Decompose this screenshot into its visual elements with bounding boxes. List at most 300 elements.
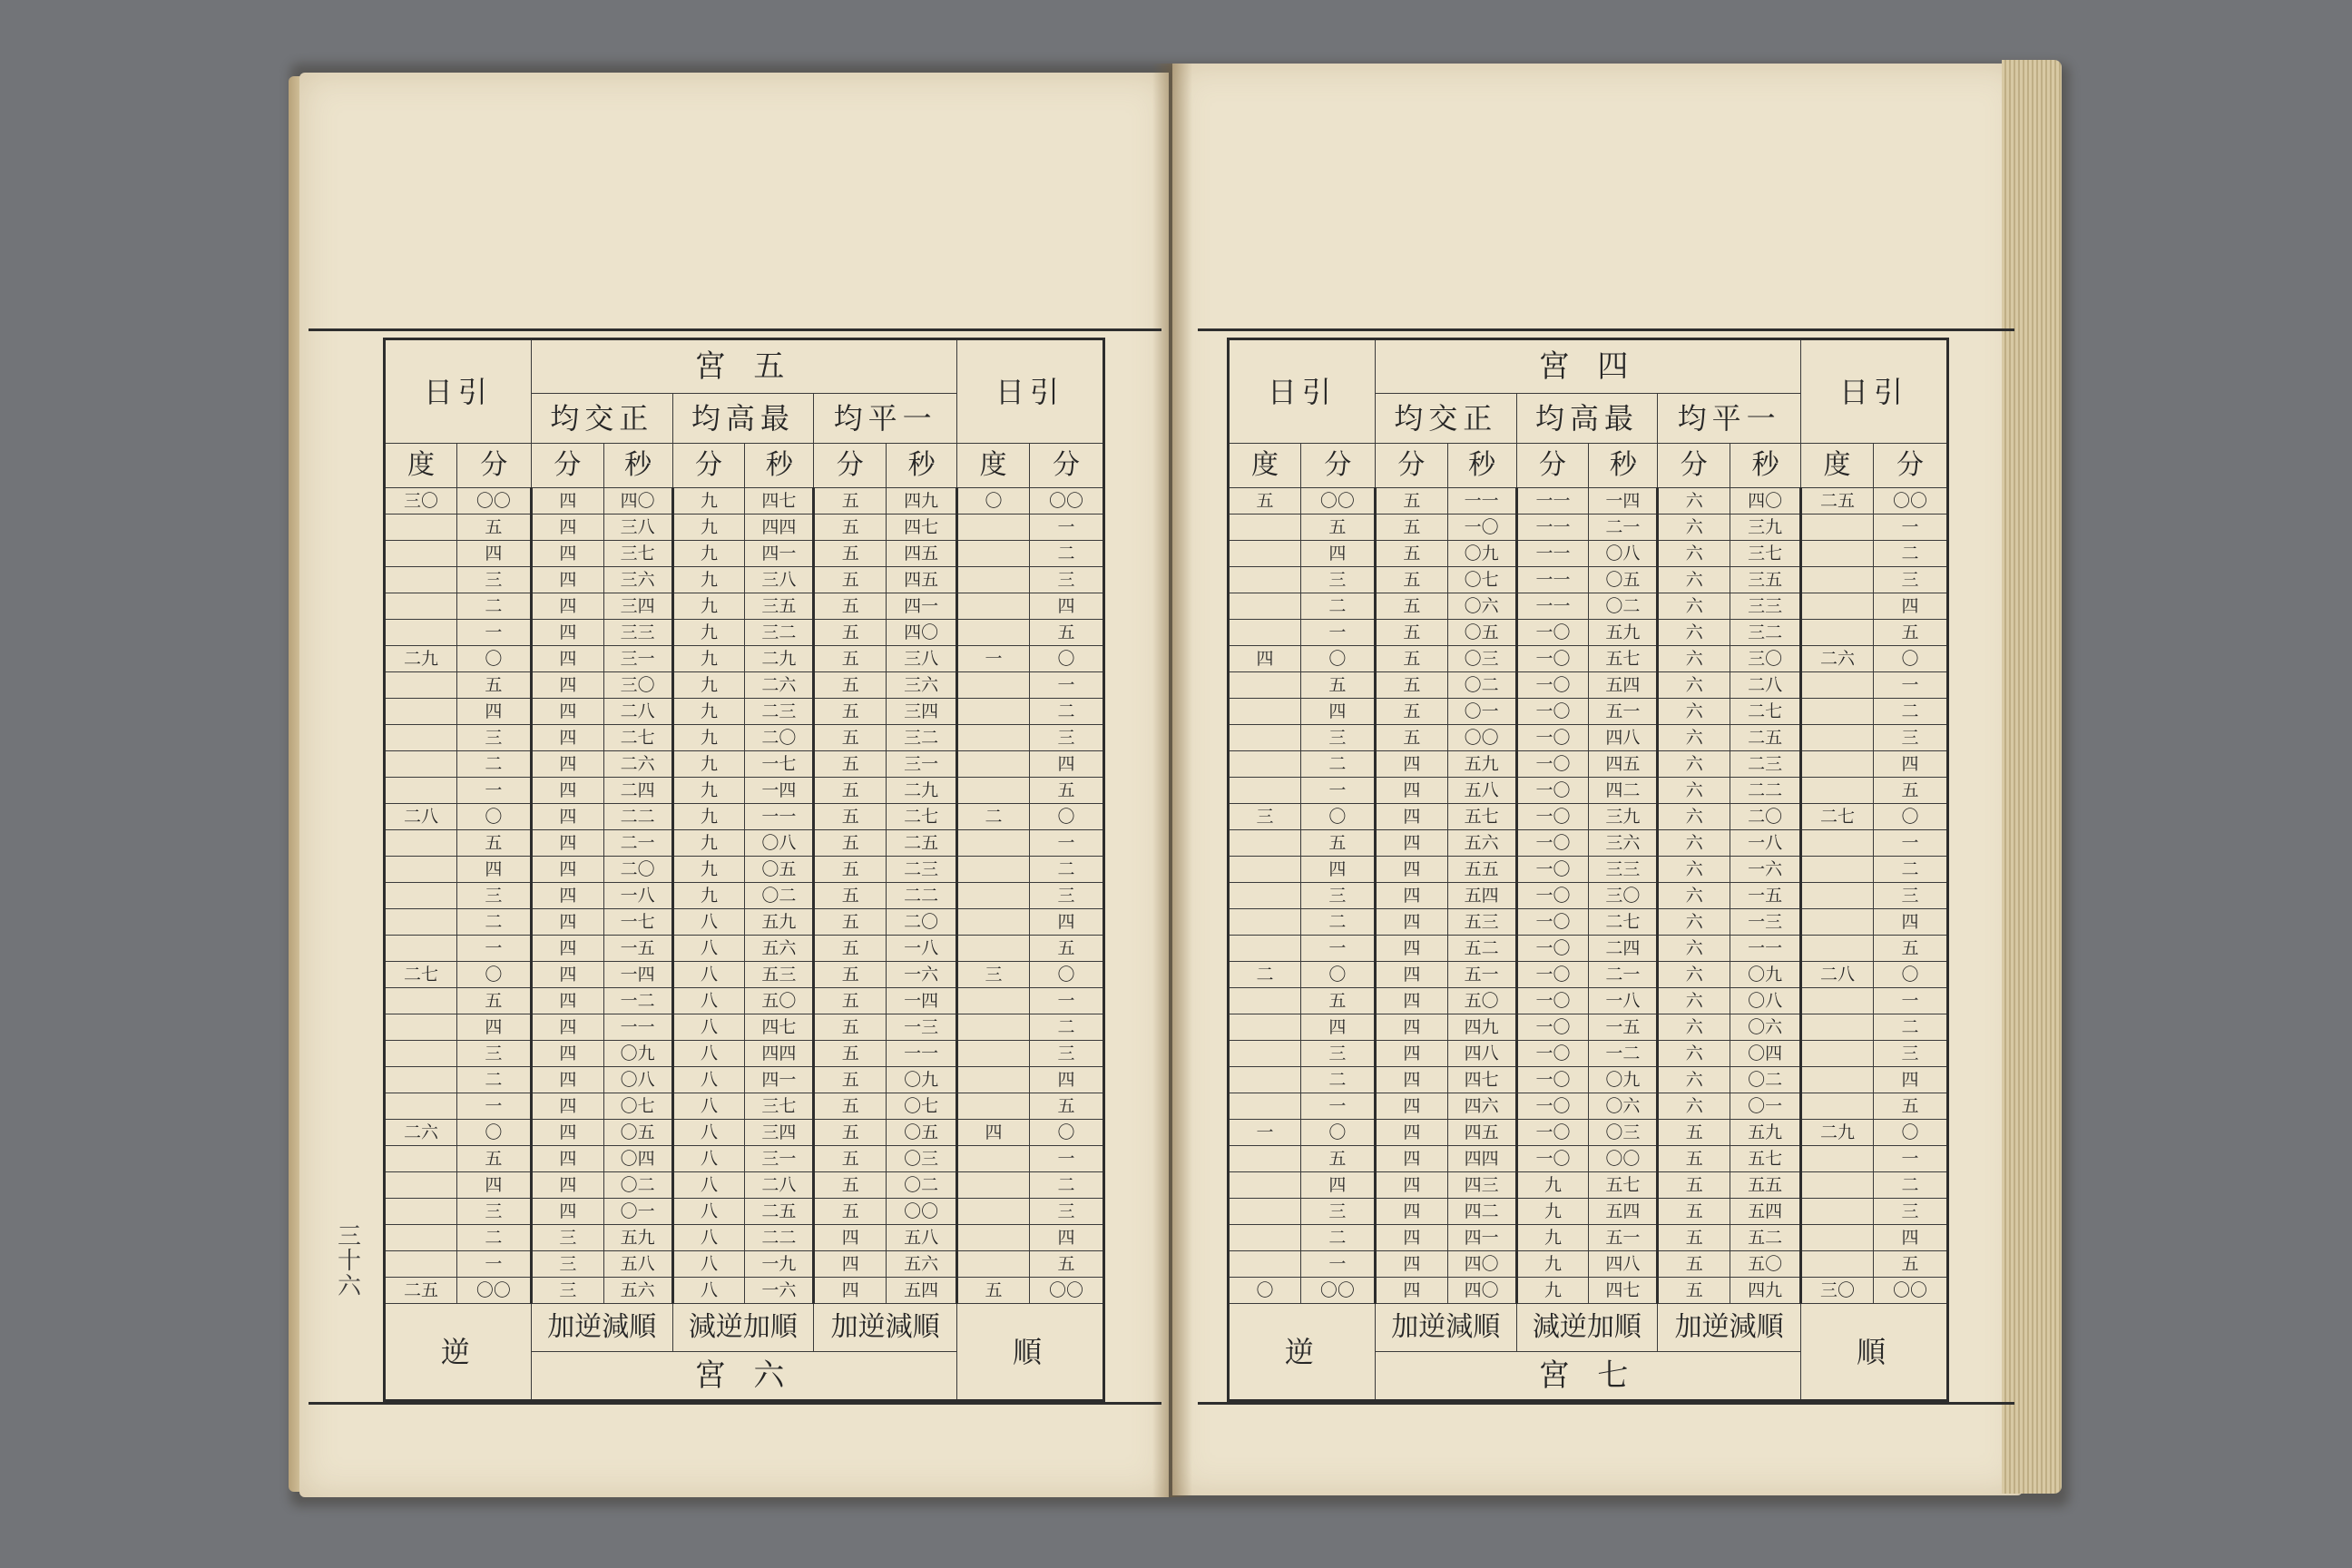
- table-cell: 〇八: [745, 830, 814, 857]
- table-cell: 五: [1029, 1251, 1103, 1278]
- table-cell: [1229, 857, 1301, 883]
- right-col-arg-head: 日引: [957, 339, 1104, 444]
- table-cell: 一: [1300, 1093, 1375, 1120]
- table-cell: 五三: [1447, 909, 1516, 936]
- table-cell: 五: [814, 1067, 887, 1093]
- table-cell: 六: [1658, 1041, 1730, 1067]
- table-cell: 六: [1658, 1014, 1730, 1041]
- unit-cell: 分: [531, 444, 603, 488]
- table-cell: 六: [1658, 1067, 1730, 1093]
- table-cell: 五: [456, 830, 531, 857]
- table-row: [1229, 1199, 1948, 1225]
- table-cell: 三六: [603, 567, 672, 593]
- table-cell: 六: [1658, 751, 1730, 778]
- table-row: [1229, 988, 1948, 1014]
- table-cell: 一一: [603, 1014, 672, 1041]
- table-cell: [385, 1199, 457, 1225]
- table-cell: 二七: [887, 804, 957, 830]
- footer-col-1: 加逆減順: [531, 1304, 672, 1352]
- table-cell: 四七: [745, 488, 814, 514]
- table-cell: [1801, 1146, 1874, 1172]
- table-cell: 五七: [1447, 804, 1516, 830]
- table-cell: 五〇: [745, 988, 814, 1014]
- table-cell: [957, 936, 1030, 962]
- table-cell: 二〇: [1730, 804, 1801, 830]
- table-cell: 一: [1029, 988, 1103, 1014]
- right-footer-sign: 宮 七: [1375, 1352, 1800, 1401]
- table-cell: 四: [531, 672, 603, 699]
- table-cell: 五一: [1589, 1225, 1658, 1251]
- table-cell: 一: [1300, 620, 1375, 646]
- table-cell: 五: [1375, 620, 1447, 646]
- unit-cell: 分: [1300, 444, 1375, 488]
- table-cell: 四: [1375, 962, 1447, 988]
- table-cell: [1229, 909, 1301, 936]
- table-cell: 四: [531, 1146, 603, 1172]
- table-cell: 五: [1375, 672, 1447, 699]
- table-cell: 〇五: [887, 1120, 957, 1146]
- table-cell: 〇: [1300, 804, 1375, 830]
- table-cell: 四: [1375, 1225, 1447, 1251]
- table-cell: 四: [814, 1278, 887, 1304]
- table-cell: 三: [1300, 567, 1375, 593]
- unit-cell: 度: [1229, 444, 1301, 488]
- table-cell: 九: [672, 488, 745, 514]
- left-table: [383, 338, 1105, 1402]
- unit-cell: 度: [385, 444, 457, 488]
- table-cell: 二: [1029, 857, 1103, 883]
- table-cell: 四〇: [1447, 1278, 1516, 1304]
- table-cell: 一: [1300, 936, 1375, 962]
- table-cell: 〇: [957, 488, 1030, 514]
- table-cell: 五: [814, 1120, 887, 1146]
- unit-cell: 秒: [1447, 444, 1516, 488]
- table-row: [385, 936, 1104, 962]
- table-cell: 四: [1229, 646, 1301, 672]
- table-cell: 一〇: [1516, 699, 1589, 725]
- table-cell: 二八: [745, 1172, 814, 1199]
- table-cell: 三六: [887, 672, 957, 699]
- table-cell: [1229, 567, 1301, 593]
- table-cell: [1229, 1225, 1301, 1251]
- table-cell: [1229, 988, 1301, 1014]
- table-cell: 五九: [1730, 1120, 1801, 1146]
- table-cell: [957, 909, 1030, 936]
- table-cell: 九: [672, 751, 745, 778]
- table-cell: 九: [672, 883, 745, 909]
- table-cell: 五一: [1447, 962, 1516, 988]
- table-cell: 八: [672, 1225, 745, 1251]
- table-cell: 〇二: [1730, 1067, 1801, 1093]
- table-cell: 一〇: [1516, 751, 1589, 778]
- table-cell: 四: [456, 699, 531, 725]
- table-cell: 四二: [1589, 778, 1658, 804]
- table-cell: 五二: [1447, 936, 1516, 962]
- table-cell: [1801, 857, 1874, 883]
- table-row: [385, 541, 1104, 567]
- table-cell: 五五: [1730, 1172, 1801, 1199]
- table-cell: 四一: [745, 1067, 814, 1093]
- table-cell: 五: [1658, 1278, 1730, 1304]
- table-cell: 五: [814, 1093, 887, 1120]
- table-cell: 一: [1873, 514, 1947, 541]
- table-row: [1229, 514, 1948, 541]
- table-cell: 三一: [603, 646, 672, 672]
- table-cell: 一一: [1516, 488, 1589, 514]
- left-footer-arg: 逆: [1229, 1304, 1376, 1401]
- table-cell: [385, 1251, 457, 1278]
- table-cell: 一六: [745, 1278, 814, 1304]
- table-row: [1229, 725, 1948, 751]
- table-cell: 五四: [1730, 1199, 1801, 1225]
- table-cell: 〇: [456, 646, 531, 672]
- left-table-body: [385, 488, 1104, 1304]
- table-cell: 三〇: [1589, 883, 1658, 909]
- table-cell: 一: [456, 620, 531, 646]
- table-cell: 四: [531, 699, 603, 725]
- table-cell: 三: [957, 962, 1030, 988]
- table-row: [385, 909, 1104, 936]
- table-cell: 九: [1516, 1199, 1589, 1225]
- table-cell: 一二: [603, 988, 672, 1014]
- table-cell: 一一: [1447, 488, 1516, 514]
- table-cell: 四: [531, 1093, 603, 1120]
- table-cell: 一〇: [1447, 514, 1516, 541]
- table-cell: 五: [814, 883, 887, 909]
- table-cell: 二七: [1589, 909, 1658, 936]
- table-cell: 〇九: [1589, 1067, 1658, 1093]
- table-cell: [1801, 883, 1874, 909]
- table-cell: [385, 1067, 457, 1093]
- table-cell: 三: [1873, 567, 1947, 593]
- table-cell: 〇一: [603, 1199, 672, 1225]
- table-cell: 五: [1375, 488, 1447, 514]
- table-cell: 三: [1873, 1041, 1947, 1067]
- left-frame-top-line: [309, 328, 1161, 331]
- table-cell: 五: [1873, 620, 1947, 646]
- table-cell: 五九: [1589, 620, 1658, 646]
- table-cell: 一〇: [1516, 646, 1589, 672]
- table-cell: 一: [456, 778, 531, 804]
- table-row: [1229, 699, 1948, 725]
- table-cell: 一: [1029, 672, 1103, 699]
- table-cell: 五: [814, 988, 887, 1014]
- table-cell: 一八: [1589, 988, 1658, 1014]
- table-cell: 一〇: [1516, 962, 1589, 988]
- table-cell: [385, 1041, 457, 1067]
- table-cell: 五: [814, 751, 887, 778]
- table-row: [385, 830, 1104, 857]
- table-cell: 一四: [603, 962, 672, 988]
- table-cell: 八: [672, 1067, 745, 1093]
- table-row: [1229, 1251, 1948, 1278]
- table-cell: 二八: [1730, 672, 1801, 699]
- table-cell: 八: [672, 1278, 745, 1304]
- table-cell: 六: [1658, 778, 1730, 804]
- table-cell: [957, 672, 1030, 699]
- right-table: [1227, 338, 1949, 1402]
- table-cell: 四〇: [1447, 1251, 1516, 1278]
- table-row: [385, 751, 1104, 778]
- table-cell: 二七: [1801, 804, 1874, 830]
- table-cell: 〇九: [603, 1041, 672, 1067]
- table-cell: 四〇: [887, 620, 957, 646]
- table-cell: 四: [1300, 541, 1375, 567]
- table-cell: 一〇: [1516, 830, 1589, 857]
- table-cell: 〇〇: [1873, 488, 1947, 514]
- table-cell: 〇二: [745, 883, 814, 909]
- table-row: [385, 1146, 1104, 1172]
- table-cell: 五: [814, 620, 887, 646]
- table-cell: 五三: [745, 962, 814, 988]
- table-cell: 一〇: [1516, 883, 1589, 909]
- unit-cell: 秒: [603, 444, 672, 488]
- table-cell: [1229, 830, 1301, 857]
- table-cell: 五四: [1447, 883, 1516, 909]
- table-cell: 二: [1229, 962, 1301, 988]
- table-cell: 四〇: [603, 488, 672, 514]
- table-cell: 四八: [1589, 1251, 1658, 1278]
- table-cell: 五: [456, 1146, 531, 1172]
- table-cell: 二〇: [887, 909, 957, 936]
- table-cell: 四: [1375, 1251, 1447, 1278]
- table-cell: 一〇: [1516, 620, 1589, 646]
- table-cell: [1801, 620, 1874, 646]
- table-cell: 五: [1300, 672, 1375, 699]
- table-row: [385, 778, 1104, 804]
- table-cell: 三: [1029, 1199, 1103, 1225]
- table-cell: 三三: [603, 620, 672, 646]
- table-cell: 四: [531, 1120, 603, 1146]
- table-cell: 〇〇: [887, 1199, 957, 1225]
- table-cell: 四九: [1447, 1014, 1516, 1041]
- table-cell: 九: [1516, 1278, 1589, 1304]
- table-cell: 〇: [1873, 1120, 1947, 1146]
- table-row: [385, 593, 1104, 620]
- table-cell: 〇九: [1447, 541, 1516, 567]
- col-head-2: 均高最: [672, 394, 814, 444]
- table-cell: 四: [531, 883, 603, 909]
- table-cell: 五八: [1447, 778, 1516, 804]
- table-cell: 三一: [887, 751, 957, 778]
- table-cell: 一六: [1730, 857, 1801, 883]
- table-cell: 〇五: [1447, 620, 1516, 646]
- table-cell: 五: [957, 1278, 1030, 1304]
- table-row: [385, 804, 1104, 830]
- table-cell: 一二: [1589, 1041, 1658, 1067]
- table-cell: 四: [531, 1041, 603, 1067]
- table-cell: 四三: [1447, 1172, 1516, 1199]
- table-row: [385, 646, 1104, 672]
- table-cell: 一一: [887, 1041, 957, 1067]
- right-footer-arg: 順: [1801, 1304, 1948, 1401]
- table-cell: 四: [531, 488, 603, 514]
- table-cell: 四: [531, 1067, 603, 1093]
- table-cell: 〇六: [1447, 593, 1516, 620]
- table-cell: 三二: [1730, 620, 1801, 646]
- table-row: [1229, 1093, 1948, 1120]
- table-cell: [957, 1225, 1030, 1251]
- table-cell: 九: [672, 541, 745, 567]
- table-cell: 三: [1873, 1199, 1947, 1225]
- table-cell: 八: [672, 1093, 745, 1120]
- right-footer-arg: 順: [957, 1304, 1104, 1401]
- table-cell: 〇三: [887, 1146, 957, 1172]
- table-cell: 二六: [385, 1120, 457, 1146]
- table-row: [385, 1041, 1104, 1067]
- table-cell: 一〇: [1516, 909, 1589, 936]
- col-head-1: 均交正: [1375, 394, 1516, 444]
- table-cell: 二五: [1730, 725, 1801, 751]
- table-cell: 〇〇: [1589, 1146, 1658, 1172]
- table-cell: 〇九: [1730, 962, 1801, 988]
- table-cell: 二一: [1589, 962, 1658, 988]
- unit-cell: 分: [1873, 444, 1947, 488]
- table-cell: [1801, 830, 1874, 857]
- table-cell: 一〇: [1516, 804, 1589, 830]
- table-cell: 五: [814, 909, 887, 936]
- table-cell: 四七: [1447, 1067, 1516, 1093]
- left-footer-arg: 逆: [385, 1304, 532, 1401]
- table-cell: [1801, 514, 1874, 541]
- table-row: [385, 1199, 1104, 1225]
- table-cell: 三: [1300, 883, 1375, 909]
- table-cell: 三: [1029, 725, 1103, 751]
- table-cell: 八: [672, 909, 745, 936]
- table-row: [385, 1172, 1104, 1199]
- table-cell: 五九: [603, 1225, 672, 1251]
- table-cell: 〇二: [603, 1172, 672, 1199]
- table-cell: 五四: [1589, 1199, 1658, 1225]
- table-cell: [957, 1172, 1030, 1199]
- table-cell: 三: [1229, 804, 1301, 830]
- table-cell: 一〇: [1516, 1146, 1589, 1172]
- right-sign-head: 宮 四: [1375, 339, 1800, 394]
- table-cell: 〇: [1873, 804, 1947, 830]
- table-cell: [957, 593, 1030, 620]
- table-cell: 二四: [603, 778, 672, 804]
- table-cell: [1229, 593, 1301, 620]
- table-cell: 〇四: [1730, 1041, 1801, 1067]
- table-cell: [385, 672, 457, 699]
- table-cell: 一四: [745, 778, 814, 804]
- table-cell: 〇: [1029, 1120, 1103, 1146]
- table-cell: [1801, 936, 1874, 962]
- right-frame-top-line: [1198, 328, 2014, 331]
- table-cell: 四: [456, 1014, 531, 1041]
- table-cell: 二〇: [603, 857, 672, 883]
- table-cell: 〇五: [745, 857, 814, 883]
- table-cell: 六: [1658, 936, 1730, 962]
- table-cell: [1801, 541, 1874, 567]
- table-row: [1229, 1041, 1948, 1067]
- table-cell: 三八: [603, 514, 672, 541]
- table-cell: [957, 1014, 1030, 1041]
- table-cell: 一〇: [1516, 1093, 1589, 1120]
- table-cell: [957, 1093, 1030, 1120]
- table-cell: 二: [1873, 699, 1947, 725]
- table-cell: [385, 778, 457, 804]
- table-cell: [1229, 1199, 1301, 1225]
- table-cell: 九: [1516, 1172, 1589, 1199]
- table-cell: 四七: [745, 1014, 814, 1041]
- table-cell: 五: [1375, 646, 1447, 672]
- table-cell: 一〇: [1516, 1067, 1589, 1093]
- table-cell: 四五: [1447, 1120, 1516, 1146]
- table-cell: 二八: [603, 699, 672, 725]
- table-cell: [1801, 751, 1874, 778]
- table-cell: 〇七: [603, 1093, 672, 1120]
- table-cell: 三七: [745, 1093, 814, 1120]
- table-cell: 〇〇: [1029, 1278, 1103, 1304]
- table-cell: 五: [1300, 514, 1375, 541]
- table-cell: 四: [1375, 936, 1447, 962]
- table-cell: [385, 936, 457, 962]
- table-cell: 四: [1300, 699, 1375, 725]
- table-cell: 四: [1375, 988, 1447, 1014]
- table-cell: 五: [814, 725, 887, 751]
- table-cell: 四: [1375, 1067, 1447, 1093]
- left-frame-bottom-line: [309, 1402, 1161, 1405]
- table-cell: 〇八: [1589, 541, 1658, 567]
- table-cell: 一八: [887, 936, 957, 962]
- table-cell: [957, 620, 1030, 646]
- table-row: [1229, 909, 1948, 936]
- table-cell: 五: [814, 514, 887, 541]
- table-cell: 四八: [1589, 725, 1658, 751]
- table-cell: 八: [672, 988, 745, 1014]
- table-row: [385, 1120, 1104, 1146]
- table-cell: 〇〇: [1300, 488, 1375, 514]
- table-cell: 四九: [887, 488, 957, 514]
- table-row: [1229, 883, 1948, 909]
- table-cell: 九: [672, 857, 745, 883]
- table-cell: 五: [814, 593, 887, 620]
- table-cell: 九: [672, 514, 745, 541]
- table-cell: 五: [814, 541, 887, 567]
- table-row: [385, 672, 1104, 699]
- table-cell: 五: [1873, 1093, 1947, 1120]
- table-cell: 三一: [745, 1146, 814, 1172]
- table-cell: 五七: [1589, 646, 1658, 672]
- table-cell: 二: [1300, 593, 1375, 620]
- table-cell: [1801, 1225, 1874, 1251]
- table-cell: 四: [1375, 909, 1447, 936]
- table-cell: 三: [531, 1251, 603, 1278]
- table-row: [1229, 488, 1948, 514]
- table-cell: 〇〇: [1873, 1278, 1947, 1304]
- table-cell: 六: [1658, 883, 1730, 909]
- table-row: [1229, 936, 1948, 962]
- table-cell: 一: [1873, 1146, 1947, 1172]
- table-cell: 一: [1300, 778, 1375, 804]
- table-cell: 五: [1873, 778, 1947, 804]
- table-cell: 四: [531, 541, 603, 567]
- table-row: [385, 883, 1104, 909]
- table-cell: 五: [1658, 1199, 1730, 1225]
- table-cell: 四: [1375, 1199, 1447, 1225]
- table-cell: 四: [1375, 1278, 1447, 1304]
- table-cell: 二: [1300, 751, 1375, 778]
- table-cell: 二: [1873, 1172, 1947, 1199]
- table-cell: 一一: [1516, 567, 1589, 593]
- table-cell: 四: [531, 857, 603, 883]
- table-cell: 三: [1029, 883, 1103, 909]
- table-cell: 五七: [1730, 1146, 1801, 1172]
- table-cell: 四: [1375, 883, 1447, 909]
- table-cell: 〇: [1300, 646, 1375, 672]
- table-cell: [385, 514, 457, 541]
